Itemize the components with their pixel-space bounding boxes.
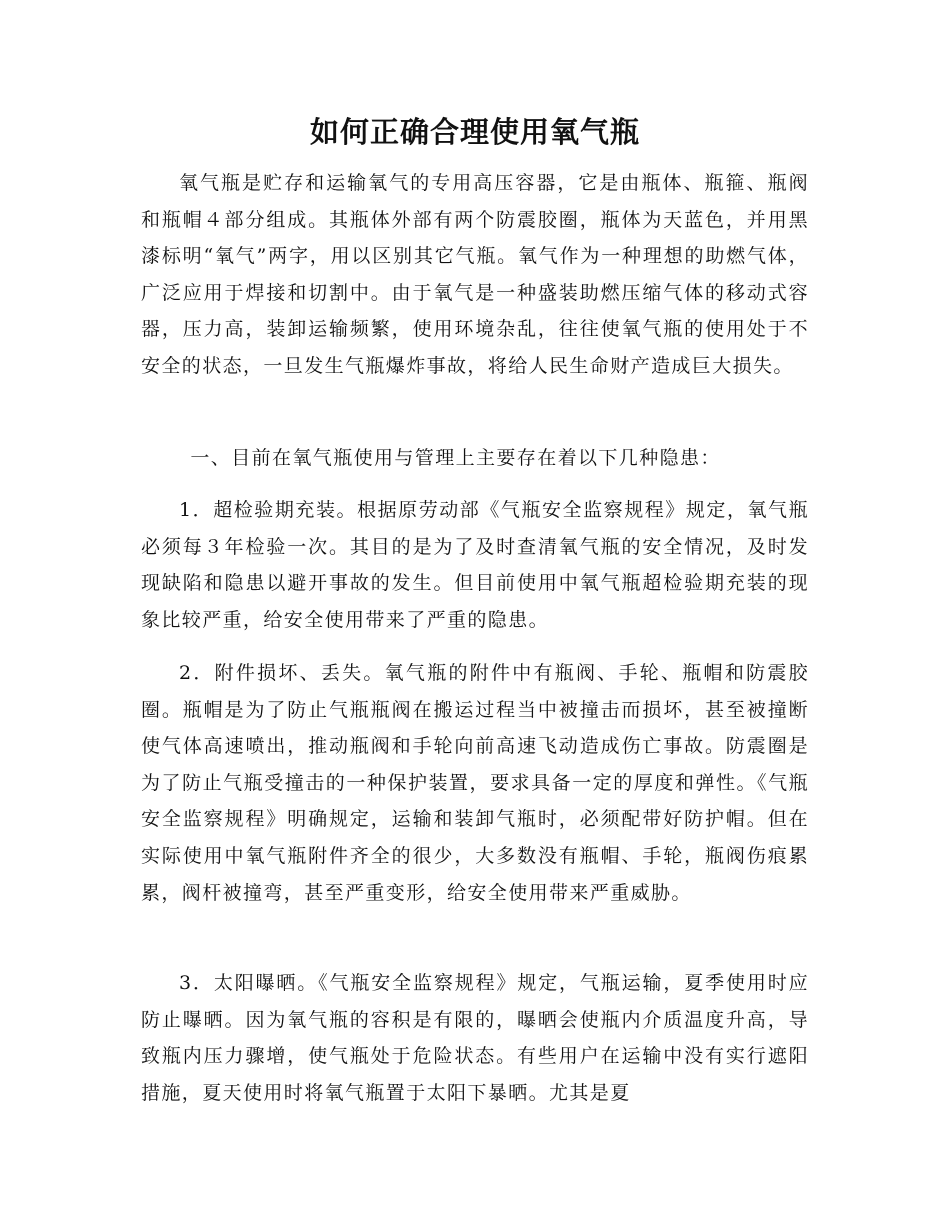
document-title: 如何正确合理使用氧气瓶 (309, 115, 640, 149)
paragraph-item-1: 1．超检验期充装。根据原劳动部《气瓶安全监察规程》规定，氧气瓶必须每３年检验一次。其目的是为了及时查清氧气瓶的安全情况，及时发现缺陷和隐患以避开事故的发生。但目前使用中氧气瓶超检验期充装的现象比较严重，给安全使用带来了严重的隐患。 (141, 499, 809, 631)
paragraph-item-2: 2．附件损坏、丢失。氧气瓶的附件中有瓶阀、手轮、瓶帽和防震胶圈。瓶帽是为了防止气瓶瓶阀在搬运过程当中被撞击而损坏，甚至被撞断使气体高速喷出，推动瓶阀和手轮向前高速飞动造成伤亡事故。防震圈是为了防止气瓶受撞击的一种保护装置，要求具备一定的厚度和弹性。《气瓶安全监察规程》明确规定，运输和装卸气瓶时，必须配带好防护帽。但在实际使用中氧气瓶附件齐全的很少，大多数没有瓶帽、手轮，瓶阀伤痕累累，阀杆被撞弯，甚至严重变形，给安全使用带来严重威胁。 (141, 662, 809, 904)
paragraph-item-3: 3．太阳曝晒。《气瓶安全监察规程》规定，气瓶运输，夏季使用时应防止曝晒。因为氧气瓶的容积是有限的，曝晒会使瓶内介质温度升高，导致瓶内压力骤增，使气瓶处于危险状态。有些用户在运输中没有实行遮阳措施，夏天使用时将氧气瓶置于太阳下暴晒。尤其是夏 (141, 972, 809, 1104)
paragraph-intro: 氧气瓶是贮存和运输氧气的专用高压容器，它是由瓶体、瓶箍、瓶阀和瓶帽４部分组成。其瓶体外部有两个防震胶圈，瓶体为天蓝色，并用黑漆标明“氧气”两字，用以区别其它气瓶。氧气作为一种理想的助燃气体，广泛应用于焊接和切割中。由于氧气是一种盛装助燃压缩气体的移动式容器，压力高，装卸运输频繁，使用环境杂乱，往往使氧气瓶的使用处于不安全的状态，一旦发生气瓶爆炸事故，将给人民生命财产造成巨大损失。 (141, 172, 809, 377)
section-heading-hazards: 一、目前在氧气瓶使用与管理上主要存在着以下几种隐患： (190, 447, 721, 469)
